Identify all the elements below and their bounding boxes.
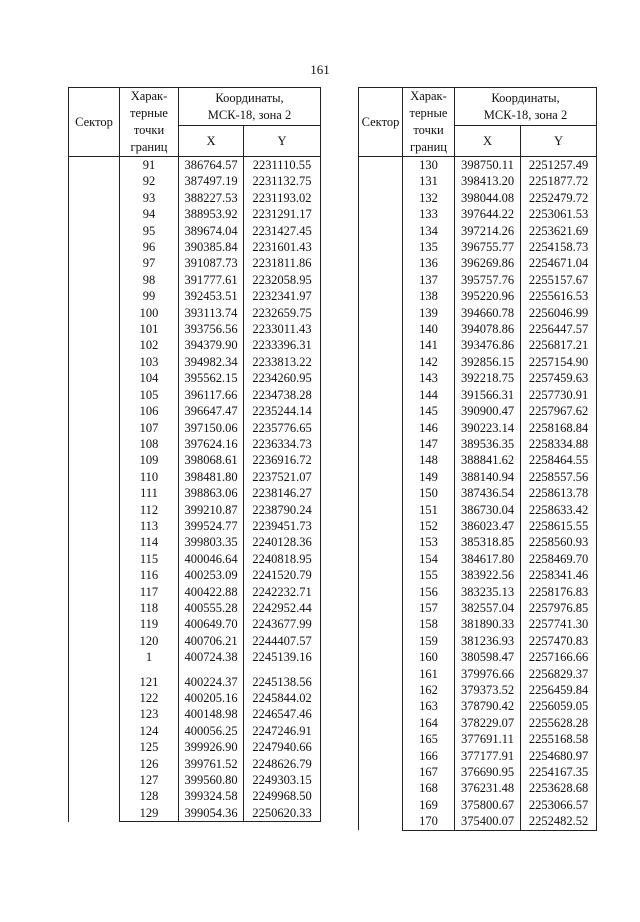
point-number-cell: 98	[120, 272, 179, 288]
header-points-line: Харак-	[410, 89, 447, 103]
y-coordinate-cell: 2244407.57	[244, 633, 321, 649]
point-number-cell: 164	[403, 715, 455, 731]
y-coordinate-cell: 2252482.52	[521, 813, 597, 830]
y-coordinate-cell: 2232058.95	[244, 272, 321, 288]
y-coordinate-cell: 2251877.72	[521, 173, 597, 189]
point-number-cell: 94	[120, 206, 179, 222]
point-number-cell: 115	[120, 551, 179, 567]
header-points-line: границ	[130, 140, 168, 154]
point-number-cell: 137	[403, 272, 455, 288]
x-coordinate-cell: 392453.51	[179, 288, 244, 304]
coordinates-table-left	[68, 87, 321, 822]
x-coordinate-cell: 378790.42	[455, 698, 521, 714]
x-coordinate-cell: 390385.84	[179, 239, 244, 255]
spacer-cell	[120, 666, 179, 674]
header-y: Y	[521, 126, 597, 157]
header-coordinates-line: МСК-18, зона 2	[207, 107, 292, 122]
x-coordinate-cell: 399560.80	[179, 772, 244, 788]
x-coordinate-cell: 383235.13	[455, 584, 521, 600]
point-number-cell: 108	[120, 436, 179, 452]
point-number-cell: 129	[120, 805, 179, 822]
point-number-cell: 125	[120, 739, 179, 755]
y-coordinate-cell: 2253628.68	[521, 780, 597, 796]
point-number-cell: 144	[403, 387, 455, 403]
y-coordinate-cell: 2233396.31	[244, 337, 321, 353]
header-points	[403, 88, 455, 157]
x-coordinate-cell: 386764.57	[179, 157, 244, 174]
y-coordinate-cell: 2258176.83	[521, 584, 597, 600]
point-number-cell: 126	[120, 756, 179, 772]
x-coordinate-cell: 376231.48	[455, 780, 521, 796]
y-coordinate-cell: 2257470.83	[521, 633, 597, 649]
y-coordinate-cell: 2256447.57	[521, 321, 597, 337]
header-points-line: терные	[409, 106, 448, 120]
x-coordinate-cell: 400056.25	[179, 723, 244, 739]
y-coordinate-cell: 2236334.73	[244, 436, 321, 452]
y-coordinate-cell: 2247940.66	[244, 739, 321, 755]
y-coordinate-cell: 2256046.99	[521, 305, 597, 321]
y-coordinate-cell: 2235244.14	[244, 403, 321, 419]
y-coordinate-cell: 2255628.28	[521, 715, 597, 731]
x-coordinate-cell: 395562.15	[179, 370, 244, 386]
y-coordinate-cell: 2254167.35	[521, 764, 597, 780]
point-number-cell: 156	[403, 584, 455, 600]
y-coordinate-cell: 2255616.53	[521, 288, 597, 304]
y-coordinate-cell: 2248626.79	[244, 756, 321, 772]
y-coordinate-cell: 2250620.33	[244, 805, 321, 822]
x-coordinate-cell: 392218.75	[455, 370, 521, 386]
x-coordinate-cell: 392856.15	[455, 354, 521, 370]
point-number-cell: 109	[120, 452, 179, 468]
y-coordinate-cell: 2231110.55	[244, 157, 321, 174]
y-coordinate-cell: 2258469.70	[521, 551, 597, 567]
point-number-cell: 117	[120, 584, 179, 600]
x-coordinate-cell: 391087.73	[179, 255, 244, 271]
x-coordinate-cell: 400724.38	[179, 649, 244, 665]
point-number-cell: 95	[120, 223, 179, 239]
y-coordinate-cell: 2249303.15	[244, 772, 321, 788]
x-coordinate-cell: 397644.22	[455, 206, 521, 222]
point-number-cell: 155	[403, 567, 455, 583]
table-row	[359, 157, 597, 174]
x-coordinate-cell: 391566.31	[455, 387, 521, 403]
point-number-cell: 91	[120, 157, 179, 174]
point-number-cell: 135	[403, 239, 455, 255]
y-coordinate-cell: 2253621.69	[521, 223, 597, 239]
point-number-cell: 132	[403, 190, 455, 206]
y-coordinate-cell: 2233813.22	[244, 354, 321, 370]
x-coordinate-cell: 394379.90	[179, 337, 244, 353]
y-coordinate-cell: 2252479.72	[521, 190, 597, 206]
y-coordinate-cell: 2258615.55	[521, 518, 597, 534]
y-coordinate-cell: 2245844.02	[244, 690, 321, 706]
y-coordinate-cell: 2239451.73	[244, 518, 321, 534]
y-coordinate-cell: 2231132.75	[244, 173, 321, 189]
point-number-cell: 113	[120, 518, 179, 534]
y-coordinate-cell: 2254671.04	[521, 255, 597, 271]
point-number-cell: 110	[120, 469, 179, 485]
header-coordinates-line: Координаты,	[215, 90, 284, 105]
y-coordinate-cell: 2258633.42	[521, 502, 597, 518]
x-coordinate-cell: 381236.93	[455, 633, 521, 649]
x-coordinate-cell: 393113.74	[179, 305, 244, 321]
x-coordinate-cell: 398863.06	[179, 485, 244, 501]
point-number-cell: 138	[403, 288, 455, 304]
x-coordinate-cell: 400046.64	[179, 551, 244, 567]
x-coordinate-cell: 394982.34	[179, 354, 244, 370]
point-number-cell: 102	[120, 337, 179, 353]
x-coordinate-cell: 399761.52	[179, 756, 244, 772]
point-number-cell: 158	[403, 616, 455, 632]
x-coordinate-cell: 378229.07	[455, 715, 521, 731]
point-number-cell: 105	[120, 387, 179, 403]
y-coordinate-cell: 2232341.97	[244, 288, 321, 304]
y-coordinate-cell: 2257730.91	[521, 387, 597, 403]
x-coordinate-cell: 384617.80	[455, 551, 521, 567]
y-coordinate-cell: 2253061.53	[521, 206, 597, 222]
x-coordinate-cell: 396269.86	[455, 255, 521, 271]
x-coordinate-cell: 399926.90	[179, 739, 244, 755]
point-number-cell: 166	[403, 748, 455, 764]
y-coordinate-cell: 2234738.28	[244, 387, 321, 403]
x-coordinate-cell: 385318.85	[455, 534, 521, 550]
point-number-cell: 141	[403, 337, 455, 353]
y-coordinate-cell: 2231193.02	[244, 190, 321, 206]
point-number-cell: 99	[120, 288, 179, 304]
x-coordinate-cell: 396647.47	[179, 403, 244, 419]
y-coordinate-cell: 2255157.67	[521, 272, 597, 288]
point-number-cell: 151	[403, 502, 455, 518]
x-coordinate-cell: 399803.35	[179, 534, 244, 550]
header-coordinates-line: МСК-18, зона 2	[483, 107, 568, 122]
point-number-cell: 96	[120, 239, 179, 255]
point-number-cell: 93	[120, 190, 179, 206]
x-coordinate-cell: 396117.66	[179, 387, 244, 403]
y-coordinate-cell: 2257459.63	[521, 370, 597, 386]
y-coordinate-cell: 2231291.17	[244, 206, 321, 222]
y-coordinate-cell: 2238146.27	[244, 485, 321, 501]
point-number-cell: 150	[403, 485, 455, 501]
x-coordinate-cell: 400555.28	[179, 600, 244, 616]
point-number-cell: 170	[403, 813, 455, 830]
point-number-cell: 168	[403, 780, 455, 796]
y-coordinate-cell: 2233011.43	[244, 321, 321, 337]
y-coordinate-cell: 2256829.37	[521, 666, 597, 682]
y-coordinate-cell: 2246547.46	[244, 706, 321, 722]
y-coordinate-cell: 2242952.44	[244, 600, 321, 616]
point-number-cell: 1	[120, 649, 179, 665]
point-number-cell: 103	[120, 354, 179, 370]
point-number-cell: 104	[120, 370, 179, 386]
x-coordinate-cell: 387436.54	[455, 485, 521, 501]
x-coordinate-cell: 381890.33	[455, 616, 521, 632]
header-coordinates	[455, 88, 597, 126]
point-number-cell: 114	[120, 534, 179, 550]
x-coordinate-cell: 383922.56	[455, 567, 521, 583]
point-number-cell: 118	[120, 600, 179, 616]
x-coordinate-cell: 394660.78	[455, 305, 521, 321]
y-coordinate-cell: 2257741.30	[521, 616, 597, 632]
point-number-cell: 134	[403, 223, 455, 239]
y-coordinate-cell: 2231811.86	[244, 255, 321, 271]
point-number-cell: 124	[120, 723, 179, 739]
x-coordinate-cell: 396755.77	[455, 239, 521, 255]
point-number-cell: 107	[120, 420, 179, 436]
x-coordinate-cell: 398068.61	[179, 452, 244, 468]
y-coordinate-cell: 2258560.93	[521, 534, 597, 550]
header-sector: Сектор	[359, 88, 403, 157]
x-coordinate-cell: 389674.04	[179, 223, 244, 239]
x-coordinate-cell: 391777.61	[179, 272, 244, 288]
point-number-cell: 142	[403, 354, 455, 370]
y-coordinate-cell: 2232659.75	[244, 305, 321, 321]
point-number-cell: 130	[403, 157, 455, 174]
y-coordinate-cell: 2257967.62	[521, 403, 597, 419]
x-coordinate-cell: 397624.16	[179, 436, 244, 452]
x-coordinate-cell: 399524.77	[179, 518, 244, 534]
table-row	[69, 157, 321, 174]
x-coordinate-cell: 399054.36	[179, 805, 244, 822]
point-number-cell: 127	[120, 772, 179, 788]
header-points-line: терные	[130, 106, 168, 120]
x-coordinate-cell: 387497.19	[179, 173, 244, 189]
header-x: X	[179, 126, 244, 157]
y-coordinate-cell: 2256459.84	[521, 682, 597, 698]
point-number-cell: 165	[403, 731, 455, 747]
y-coordinate-cell: 2238790.24	[244, 502, 321, 518]
y-coordinate-cell: 2258464.55	[521, 452, 597, 468]
point-number-cell: 140	[403, 321, 455, 337]
x-coordinate-cell: 399324.58	[179, 788, 244, 804]
x-coordinate-cell: 375400.07	[455, 813, 521, 830]
point-number-cell: 139	[403, 305, 455, 321]
header-x: X	[455, 126, 521, 157]
x-coordinate-cell: 400205.16	[179, 690, 244, 706]
y-coordinate-cell: 2256059.05	[521, 698, 597, 714]
x-coordinate-cell: 386730.04	[455, 502, 521, 518]
point-number-cell: 163	[403, 698, 455, 714]
x-coordinate-cell: 380598.47	[455, 649, 521, 665]
y-coordinate-cell: 2251257.49	[521, 157, 597, 174]
spacer-cell	[244, 666, 321, 674]
x-coordinate-cell: 398750.11	[455, 157, 521, 174]
y-coordinate-cell: 2237521.07	[244, 469, 321, 485]
x-coordinate-cell: 379373.52	[455, 682, 521, 698]
point-number-cell: 92	[120, 173, 179, 189]
point-number-cell: 160	[403, 649, 455, 665]
x-coordinate-cell: 398413.20	[455, 173, 521, 189]
header-coordinates-line: Координаты,	[491, 90, 560, 105]
y-coordinate-cell: 2242232.71	[244, 584, 321, 600]
point-number-cell: 146	[403, 420, 455, 436]
y-coordinate-cell: 2245138.56	[244, 674, 321, 690]
y-coordinate-cell: 2257166.66	[521, 649, 597, 665]
point-number-cell: 161	[403, 666, 455, 682]
sector-cell	[69, 157, 120, 822]
header-coordinates	[179, 88, 321, 126]
y-coordinate-cell: 2258334.88	[521, 436, 597, 452]
point-number-cell: 152	[403, 518, 455, 534]
point-number-cell: 133	[403, 206, 455, 222]
x-coordinate-cell: 400224.37	[179, 674, 244, 690]
y-coordinate-cell: 2257976.85	[521, 600, 597, 616]
x-coordinate-cell: 379976.66	[455, 666, 521, 682]
point-number-cell: 120	[120, 633, 179, 649]
point-number-cell: 167	[403, 764, 455, 780]
header-points-line: точки	[133, 123, 165, 137]
x-coordinate-cell: 397214.26	[455, 223, 521, 239]
point-number-cell: 147	[403, 436, 455, 452]
point-number-cell: 123	[120, 706, 179, 722]
y-coordinate-cell: 2243677.99	[244, 616, 321, 632]
x-coordinate-cell: 388953.92	[179, 206, 244, 222]
x-coordinate-cell: 393476.86	[455, 337, 521, 353]
x-coordinate-cell: 400706.21	[179, 633, 244, 649]
y-coordinate-cell: 2240128.36	[244, 534, 321, 550]
point-number-cell: 148	[403, 452, 455, 468]
y-coordinate-cell: 2240818.95	[244, 551, 321, 567]
x-coordinate-cell: 388227.53	[179, 190, 244, 206]
x-coordinate-cell: 400253.09	[179, 567, 244, 583]
x-coordinate-cell: 377177.91	[455, 748, 521, 764]
x-coordinate-cell: 390223.14	[455, 420, 521, 436]
x-coordinate-cell: 393756.56	[179, 321, 244, 337]
y-coordinate-cell: 2256817.21	[521, 337, 597, 353]
header-points-line: точки	[413, 123, 444, 137]
x-coordinate-cell: 399210.87	[179, 502, 244, 518]
y-coordinate-cell: 2258168.84	[521, 420, 597, 436]
point-number-cell: 122	[120, 690, 179, 706]
point-number-cell: 157	[403, 600, 455, 616]
point-number-cell: 119	[120, 616, 179, 632]
point-number-cell: 145	[403, 403, 455, 419]
y-coordinate-cell: 2258557.56	[521, 469, 597, 485]
x-coordinate-cell: 388140.94	[455, 469, 521, 485]
x-coordinate-cell: 375800.67	[455, 797, 521, 813]
y-coordinate-cell: 2253066.57	[521, 797, 597, 813]
coordinates-table-right	[358, 87, 597, 831]
header-points-line: Харак-	[130, 89, 168, 103]
x-coordinate-cell: 397150.06	[179, 420, 244, 436]
point-number-cell: 101	[120, 321, 179, 337]
header-points-line: границ	[410, 140, 447, 154]
point-number-cell: 131	[403, 173, 455, 189]
x-coordinate-cell: 377691.11	[455, 731, 521, 747]
point-number-cell: 169	[403, 797, 455, 813]
point-number-cell: 159	[403, 633, 455, 649]
x-coordinate-cell: 390900.47	[455, 403, 521, 419]
x-coordinate-cell: 382557.04	[455, 600, 521, 616]
point-number-cell: 97	[120, 255, 179, 271]
y-coordinate-cell: 2245139.16	[244, 649, 321, 665]
point-number-cell: 100	[120, 305, 179, 321]
point-number-cell: 112	[120, 502, 179, 518]
x-coordinate-cell: 400649.70	[179, 616, 244, 632]
header-sector: Сектор	[69, 88, 120, 157]
x-coordinate-cell: 400148.98	[179, 706, 244, 722]
x-coordinate-cell: 376690.95	[455, 764, 521, 780]
point-number-cell: 121	[120, 674, 179, 690]
x-coordinate-cell: 394078.86	[455, 321, 521, 337]
x-coordinate-cell: 395757.76	[455, 272, 521, 288]
spacer-cell	[179, 666, 244, 674]
x-coordinate-cell: 389536.35	[455, 436, 521, 452]
y-coordinate-cell: 2255168.58	[521, 731, 597, 747]
header-points	[120, 88, 179, 157]
y-coordinate-cell: 2254680.97	[521, 748, 597, 764]
point-number-cell: 116	[120, 567, 179, 583]
point-number-cell: 143	[403, 370, 455, 386]
point-number-cell: 111	[120, 485, 179, 501]
y-coordinate-cell: 2247246.91	[244, 723, 321, 739]
page-number: 161	[310, 62, 330, 77]
y-coordinate-cell: 2231427.45	[244, 223, 321, 239]
header-y: Y	[244, 126, 321, 157]
point-number-cell: 149	[403, 469, 455, 485]
y-coordinate-cell: 2241520.79	[244, 567, 321, 583]
y-coordinate-cell: 2235776.65	[244, 420, 321, 436]
y-coordinate-cell: 2258613.78	[521, 485, 597, 501]
point-number-cell: 162	[403, 682, 455, 698]
y-coordinate-cell: 2236916.72	[244, 452, 321, 468]
x-coordinate-cell: 388841.62	[455, 452, 521, 468]
y-coordinate-cell: 2231601.43	[244, 239, 321, 255]
point-number-cell: 128	[120, 788, 179, 804]
x-coordinate-cell: 398481.80	[179, 469, 244, 485]
y-coordinate-cell: 2258341.46	[521, 567, 597, 583]
x-coordinate-cell: 386023.47	[455, 518, 521, 534]
y-coordinate-cell: 2234260.95	[244, 370, 321, 386]
point-number-cell: 153	[403, 534, 455, 550]
x-coordinate-cell: 400422.88	[179, 584, 244, 600]
point-number-cell: 136	[403, 255, 455, 271]
y-coordinate-cell: 2254158.73	[521, 239, 597, 255]
x-coordinate-cell: 395220.96	[455, 288, 521, 304]
point-number-cell: 106	[120, 403, 179, 419]
sector-cell	[359, 157, 403, 831]
point-number-cell: 154	[403, 551, 455, 567]
y-coordinate-cell: 2257154.90	[521, 354, 597, 370]
x-coordinate-cell: 398044.08	[455, 190, 521, 206]
y-coordinate-cell: 2249968.50	[244, 788, 321, 804]
